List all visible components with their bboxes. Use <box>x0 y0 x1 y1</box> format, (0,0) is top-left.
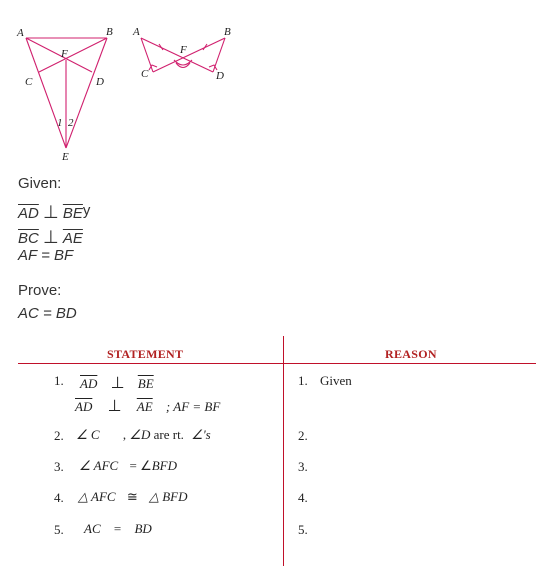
row-2-number: 2. <box>54 428 64 443</box>
label-e: E <box>62 151 69 163</box>
segment-bc <box>153 38 225 72</box>
row-2-reason-number: 2. <box>298 428 308 443</box>
header-reason: REASON <box>385 347 437 361</box>
row-4-number: 4. <box>54 490 64 505</box>
row-1-number: 1. <box>54 373 64 388</box>
label-c: C <box>25 76 33 88</box>
segment-ad: $\overline{AD}$ <box>18 205 39 222</box>
row-3-reason-number: 3. <box>298 459 308 474</box>
segment-be <box>66 38 107 148</box>
row-3-number: 3. <box>54 459 64 474</box>
row-4-statement: △ AFC ≅ △ BFD <box>78 489 188 504</box>
row-1-statement-line-1: $\overline{AD}$ ⊥ $\overline{BE}$ <box>80 375 154 392</box>
label2-d: D <box>216 70 224 82</box>
perpendicular-symbol: ⊥ <box>43 202 59 222</box>
label2-a: A <box>133 26 140 38</box>
prove-heading: Prove: <box>18 282 62 299</box>
segment-ad <box>141 38 213 72</box>
row-5-statement: AC = BD <box>84 521 152 536</box>
given-line-3: AF = BF <box>18 247 74 264</box>
header-statement: STATEMENT <box>107 347 184 361</box>
label-a: A <box>17 27 24 39</box>
row-1-reason-number: 1. <box>298 373 308 388</box>
table-header-rule <box>18 363 536 364</box>
row-5-reason-number: 5. <box>298 522 308 537</box>
perpendicular-symbol: ⊥ <box>43 227 59 247</box>
prove-statement: AC = BD <box>18 305 77 322</box>
geometry-figures <box>0 0 260 170</box>
label-d: D <box>96 76 104 88</box>
segment-be: $\overline{BE}$ <box>62 205 83 222</box>
given-line-2 <box>18 227 83 248</box>
row-1-statement-line-2: $\overline{AD}$ ⊥ $\overline{AE}$ ; AF = BF <box>75 398 221 415</box>
label-angle-2: 2 <box>68 117 74 129</box>
given-heading: Given: <box>18 175 62 192</box>
segment-ad <box>26 38 92 72</box>
right-angle-mark-c <box>149 65 157 70</box>
given-line-1 <box>18 202 90 223</box>
label-angle-1: 1 <box>57 117 63 129</box>
row-3-statement: ∠ AFC = ∠BFD <box>79 458 178 473</box>
row-5-number: 5. <box>54 522 64 537</box>
segment-ae: $\overline{AE}$ <box>62 230 83 247</box>
row-2-statement: ∠ C , ∠D are rt. ∠'s <box>76 427 211 442</box>
segment-ae <box>26 38 66 148</box>
row-1-reason: Given <box>320 373 352 388</box>
table-column-rule <box>283 336 284 566</box>
stray-letter: y <box>82 202 91 219</box>
label2-c: C <box>141 68 149 80</box>
row-4-reason-number: 4. <box>298 490 308 505</box>
label-b: B <box>106 26 113 38</box>
label2-b: B <box>224 26 231 38</box>
label2-f: F <box>180 44 187 56</box>
label-f: F <box>61 48 68 60</box>
segment-bc: $\overline{BC}$ <box>18 230 39 247</box>
